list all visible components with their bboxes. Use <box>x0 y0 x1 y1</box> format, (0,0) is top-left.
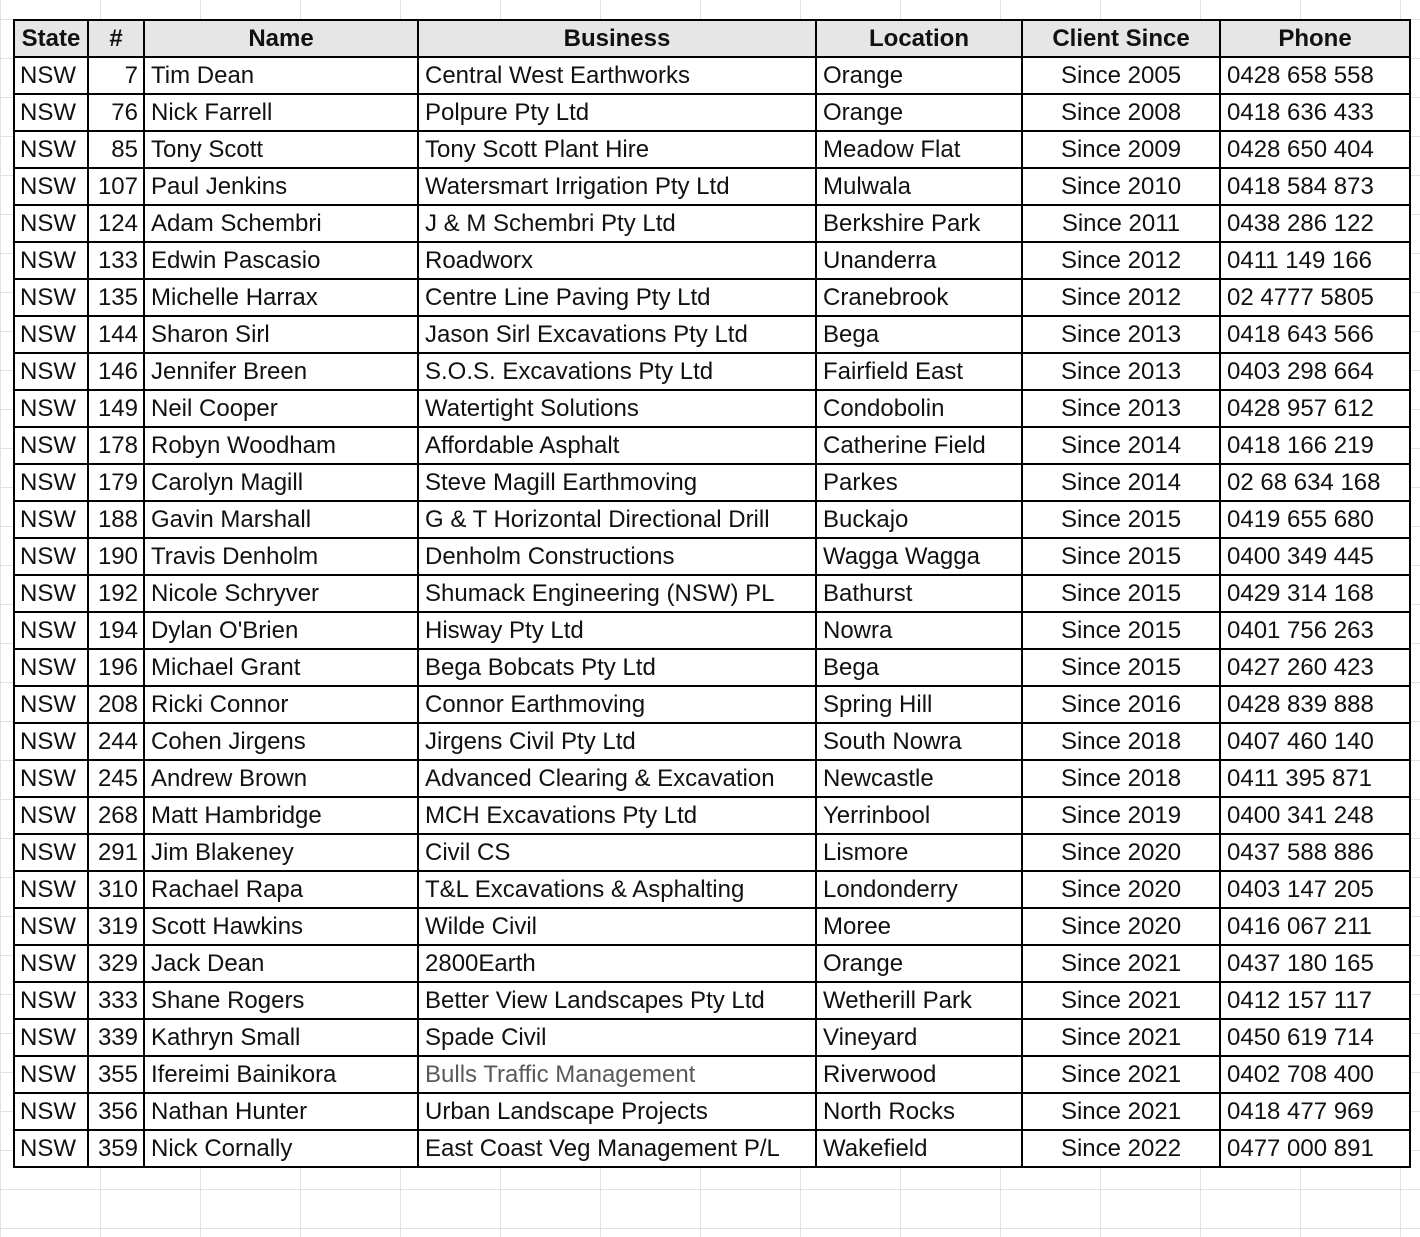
cell-name[interactable]: Carolyn Magill <box>144 464 418 501</box>
cell-business[interactable]: Connor Earthmoving <box>418 686 816 723</box>
cell-location[interactable]: South Nowra <box>816 723 1022 760</box>
cell-location[interactable]: North Rocks <box>816 1093 1022 1130</box>
cell-location[interactable]: Unanderra <box>816 242 1022 279</box>
cell-name[interactable]: Ricki Connor <box>144 686 418 723</box>
table-row <box>14 501 1410 538</box>
table-row <box>14 205 1410 242</box>
cell-phone[interactable]: 0403 147 205 <box>1220 871 1410 908</box>
cell-client-since[interactable]: Since 2014 <box>1022 464 1220 501</box>
cell-client-since[interactable]: Since 2020 <box>1022 908 1220 945</box>
cell-phone[interactable]: 0450 619 714 <box>1220 1019 1410 1056</box>
cell-business[interactable]: Jirgens Civil Pty Ltd <box>418 723 816 760</box>
cell-business[interactable]: Wilde Civil <box>418 908 816 945</box>
header-number[interactable]: # <box>88 20 144 57</box>
cell-state[interactable]: NSW <box>14 575 88 612</box>
cell-location[interactable]: Parkes <box>816 464 1022 501</box>
cell-number[interactable]: 188 <box>88 501 144 538</box>
cell-business[interactable]: Spade Civil <box>418 1019 816 1056</box>
table-row <box>14 353 1410 390</box>
cell-business[interactable]: 2800Earth <box>418 945 816 982</box>
cell-location[interactable]: Mulwala <box>816 168 1022 205</box>
cell-phone[interactable]: 0428 839 888 <box>1220 686 1410 723</box>
cell-name[interactable]: Kathryn Small <box>144 1019 418 1056</box>
cell-business[interactable]: MCH Excavations Pty Ltd <box>418 797 816 834</box>
cell-business[interactable]: Centre Line Paving Pty Ltd <box>418 279 816 316</box>
cell-phone[interactable]: 0418 643 566 <box>1220 316 1410 353</box>
cell-state[interactable]: NSW <box>14 168 88 205</box>
cell-location[interactable]: Newcastle <box>816 760 1022 797</box>
cell-phone[interactable]: 0418 166 219 <box>1220 427 1410 464</box>
cell-phone[interactable]: 0416 067 211 <box>1220 908 1410 945</box>
cell-phone[interactable]: 0438 286 122 <box>1220 205 1410 242</box>
cell-client-since[interactable]: Since 2019 <box>1022 797 1220 834</box>
table-row <box>14 94 1410 131</box>
cell-number[interactable]: 291 <box>88 834 144 871</box>
cell-name[interactable]: Jack Dean <box>144 945 418 982</box>
cell-phone[interactable]: 0427 260 423 <box>1220 649 1410 686</box>
header-name[interactable]: Name <box>144 20 418 57</box>
cell-business[interactable]: East Coast Veg Management P/L <box>418 1130 816 1167</box>
cell-business[interactable]: Urban Landscape Projects <box>418 1093 816 1130</box>
table-row <box>14 538 1410 575</box>
table-row <box>14 464 1410 501</box>
table-row <box>14 908 1410 945</box>
table-row <box>14 1019 1410 1056</box>
cell-client-since[interactable]: Since 2012 <box>1022 242 1220 279</box>
cell-state[interactable]: NSW <box>14 723 88 760</box>
cell-state[interactable]: NSW <box>14 242 88 279</box>
cell-name[interactable]: Cohen Jirgens <box>144 723 418 760</box>
table-row <box>14 279 1410 316</box>
cell-business[interactable]: Civil CS <box>418 834 816 871</box>
cell-business[interactable]: S.O.S. Excavations Pty Ltd <box>418 353 816 390</box>
cell-state[interactable]: NSW <box>14 390 88 427</box>
cell-number[interactable]: 268 <box>88 797 144 834</box>
cell-name[interactable]: Jennifer Breen <box>144 353 418 390</box>
cell-number[interactable]: 310 <box>88 871 144 908</box>
cell-location[interactable]: Lismore <box>816 834 1022 871</box>
cell-business[interactable]: Affordable Asphalt <box>418 427 816 464</box>
cell-state[interactable]: NSW <box>14 871 88 908</box>
table-row <box>14 871 1410 908</box>
cell-name[interactable]: Nick Farrell <box>144 94 418 131</box>
table-row <box>14 390 1410 427</box>
cell-name[interactable]: Tim Dean <box>144 57 418 94</box>
cell-phone[interactable]: 0412 157 117 <box>1220 982 1410 1019</box>
cell-state[interactable]: NSW <box>14 538 88 575</box>
cell-phone[interactable]: 0407 460 140 <box>1220 723 1410 760</box>
table-row <box>14 242 1410 279</box>
cell-client-since[interactable]: Since 2009 <box>1022 131 1220 168</box>
cell-name[interactable]: Jim Blakeney <box>144 834 418 871</box>
cell-location[interactable]: Moree <box>816 908 1022 945</box>
cell-phone[interactable]: 0477 000 891 <box>1220 1130 1410 1167</box>
table-row <box>14 982 1410 1019</box>
header-business[interactable]: Business <box>418 20 816 57</box>
cell-location[interactable]: Wagga Wagga <box>816 538 1022 575</box>
cell-name[interactable]: Sharon Sirl <box>144 316 418 353</box>
cell-business[interactable]: Central West Earthworks <box>418 57 816 94</box>
cell-location[interactable]: Bathurst <box>816 575 1022 612</box>
cell-state[interactable]: NSW <box>14 945 88 982</box>
cell-phone[interactable]: 0400 349 445 <box>1220 538 1410 575</box>
cell-client-since[interactable]: Since 2022 <box>1022 1130 1220 1167</box>
cell-state[interactable]: NSW <box>14 760 88 797</box>
cell-business[interactable]: Watersmart Irrigation Pty Ltd <box>418 168 816 205</box>
cell-phone[interactable]: 0411 395 871 <box>1220 760 1410 797</box>
cell-state[interactable]: NSW <box>14 464 88 501</box>
cell-client-since[interactable]: Since 2013 <box>1022 353 1220 390</box>
cell-phone[interactable]: 02 68 634 168 <box>1220 464 1410 501</box>
cell-phone[interactable]: 0428 957 612 <box>1220 390 1410 427</box>
cell-number[interactable]: 133 <box>88 242 144 279</box>
cell-phone[interactable]: 0401 756 263 <box>1220 612 1410 649</box>
cell-client-since[interactable]: Since 2015 <box>1022 649 1220 686</box>
cell-state[interactable]: NSW <box>14 94 88 131</box>
cell-client-since[interactable]: Since 2013 <box>1022 390 1220 427</box>
cell-number[interactable]: 149 <box>88 390 144 427</box>
cell-client-since[interactable]: Since 2021 <box>1022 982 1220 1019</box>
cell-state[interactable]: NSW <box>14 797 88 834</box>
cell-location[interactable]: Yerrinbool <box>816 797 1022 834</box>
cell-location[interactable]: Berkshire Park <box>816 205 1022 242</box>
table-row <box>14 723 1410 760</box>
cell-client-since[interactable]: Since 2021 <box>1022 945 1220 982</box>
table-row <box>14 649 1410 686</box>
cell-phone[interactable]: 0419 655 680 <box>1220 501 1410 538</box>
cell-name[interactable]: Gavin Marshall <box>144 501 418 538</box>
header-phone[interactable]: Phone <box>1220 20 1410 57</box>
cell-state[interactable]: NSW <box>14 1093 88 1130</box>
cell-phone[interactable]: 0428 658 558 <box>1220 57 1410 94</box>
cell-location[interactable]: Orange <box>816 945 1022 982</box>
table-row <box>14 686 1410 723</box>
cell-number[interactable]: 85 <box>88 131 144 168</box>
cell-client-since[interactable]: Since 2010 <box>1022 168 1220 205</box>
cell-location[interactable]: Orange <box>816 57 1022 94</box>
cell-number[interactable]: 329 <box>88 945 144 982</box>
cell-number[interactable]: 7 <box>88 57 144 94</box>
cell-business[interactable]: Better View Landscapes Pty Ltd <box>418 982 816 1019</box>
cell-number[interactable]: 179 <box>88 464 144 501</box>
cell-number[interactable]: 319 <box>88 908 144 945</box>
cell-location[interactable]: Catherine Field <box>816 427 1022 464</box>
cell-state[interactable]: NSW <box>14 279 88 316</box>
cell-number[interactable]: 190 <box>88 538 144 575</box>
table-row <box>14 945 1410 982</box>
cell-name[interactable]: Travis Denholm <box>144 538 418 575</box>
cell-business[interactable]: T&L Excavations & Asphalting <box>418 871 816 908</box>
cell-business[interactable]: G & T Horizontal Directional Drill <box>418 501 816 538</box>
cell-number[interactable]: 144 <box>88 316 144 353</box>
cell-phone[interactable]: 0400 341 248 <box>1220 797 1410 834</box>
cell-location[interactable]: Cranebrook <box>816 279 1022 316</box>
cell-phone[interactable]: 0403 298 664 <box>1220 353 1410 390</box>
cell-state[interactable]: NSW <box>14 57 88 94</box>
cell-business[interactable]: Tony Scott Plant Hire <box>418 131 816 168</box>
cell-state[interactable]: NSW <box>14 1056 88 1093</box>
cell-business[interactable]: Shumack Engineering (NSW) PL <box>418 575 816 612</box>
cell-phone[interactable]: 02 4777 5805 <box>1220 279 1410 316</box>
cell-name[interactable]: Neil Cooper <box>144 390 418 427</box>
cell-phone[interactable]: 0429 314 168 <box>1220 575 1410 612</box>
cell-business[interactable]: Jason Sirl Excavations Pty Ltd <box>418 316 816 353</box>
cell-location[interactable]: Condobolin <box>816 390 1022 427</box>
cell-phone[interactable]: 0437 588 886 <box>1220 834 1410 871</box>
cell-number[interactable]: 356 <box>88 1093 144 1130</box>
cell-client-since[interactable]: Since 2021 <box>1022 1056 1220 1093</box>
table-row <box>14 1130 1410 1167</box>
cell-business[interactable]: Polpure Pty Ltd <box>418 94 816 131</box>
cell-business[interactable]: Bulls Traffic Management <box>418 1056 816 1093</box>
cell-name[interactable]: Nicole Schryver <box>144 575 418 612</box>
cell-location[interactable]: Orange <box>816 94 1022 131</box>
cell-business[interactable]: Steve Magill Earthmoving <box>418 464 816 501</box>
header-state[interactable]: State <box>14 20 88 57</box>
cell-number[interactable]: 245 <box>88 760 144 797</box>
table-body <box>14 57 1410 1167</box>
cell-state[interactable]: NSW <box>14 353 88 390</box>
cell-name[interactable]: Dylan O'Brien <box>144 612 418 649</box>
table-row <box>14 316 1410 353</box>
cell-number[interactable]: 124 <box>88 205 144 242</box>
cell-client-since[interactable]: Since 2020 <box>1022 871 1220 908</box>
header-location[interactable]: Location <box>816 20 1022 57</box>
cell-state[interactable]: NSW <box>14 686 88 723</box>
cell-client-since[interactable]: Since 2008 <box>1022 94 1220 131</box>
cell-name[interactable]: Michelle Harrax <box>144 279 418 316</box>
cell-name[interactable]: Robyn Woodham <box>144 427 418 464</box>
cell-number[interactable]: 244 <box>88 723 144 760</box>
cell-business[interactable]: Bega Bobcats Pty Ltd <box>418 649 816 686</box>
cell-number[interactable]: 339 <box>88 1019 144 1056</box>
cell-client-since[interactable]: Since 2018 <box>1022 723 1220 760</box>
cell-phone[interactable]: 0437 180 165 <box>1220 945 1410 982</box>
cell-name[interactable]: Nick Cornally <box>144 1130 418 1167</box>
client-table <box>13 19 1411 1168</box>
table-row <box>14 797 1410 834</box>
cell-location[interactable]: Wetherill Park <box>816 982 1022 1019</box>
cell-state[interactable]: NSW <box>14 612 88 649</box>
cell-client-since[interactable]: Since 2016 <box>1022 686 1220 723</box>
cell-number[interactable]: 107 <box>88 168 144 205</box>
cell-number[interactable]: 178 <box>88 427 144 464</box>
cell-business[interactable]: Hisway Pty Ltd <box>418 612 816 649</box>
table-row <box>14 1056 1410 1093</box>
cell-number[interactable]: 192 <box>88 575 144 612</box>
cell-phone[interactable]: 0428 650 404 <box>1220 131 1410 168</box>
cell-client-since[interactable]: Since 2015 <box>1022 612 1220 649</box>
cell-number[interactable]: 355 <box>88 1056 144 1093</box>
cell-number[interactable]: 196 <box>88 649 144 686</box>
cell-name[interactable]: Scott Hawkins <box>144 908 418 945</box>
cell-name[interactable]: Matt Hambridge <box>144 797 418 834</box>
cell-client-since[interactable]: Since 2015 <box>1022 538 1220 575</box>
cell-name[interactable]: Edwin Pascasio <box>144 242 418 279</box>
cell-phone[interactable]: 0418 584 873 <box>1220 168 1410 205</box>
cell-state[interactable]: NSW <box>14 501 88 538</box>
cell-phone[interactable]: 0418 636 433 <box>1220 94 1410 131</box>
cell-client-since[interactable]: Since 2018 <box>1022 760 1220 797</box>
cell-business[interactable]: Denholm Constructions <box>418 538 816 575</box>
cell-location[interactable]: Bega <box>816 649 1022 686</box>
cell-state[interactable]: NSW <box>14 834 88 871</box>
cell-business[interactable]: J & M Schembri Pty Ltd <box>418 205 816 242</box>
cell-client-since[interactable]: Since 2015 <box>1022 501 1220 538</box>
header-client-since[interactable]: Client Since <box>1022 20 1220 57</box>
cell-client-since[interactable]: Since 2020 <box>1022 834 1220 871</box>
cell-state[interactable]: NSW <box>14 1130 88 1167</box>
table-row <box>14 612 1410 649</box>
cell-name[interactable]: Adam Schembri <box>144 205 418 242</box>
cell-client-since[interactable]: Since 2011 <box>1022 205 1220 242</box>
table-row <box>14 168 1410 205</box>
cell-name[interactable]: Ifereimi Bainikora <box>144 1056 418 1093</box>
cell-location[interactable]: Riverwood <box>816 1056 1022 1093</box>
cell-location[interactable]: Bega <box>816 316 1022 353</box>
cell-client-since[interactable]: Since 2013 <box>1022 316 1220 353</box>
cell-name[interactable]: Rachael Rapa <box>144 871 418 908</box>
cell-phone[interactable]: 0411 149 166 <box>1220 242 1410 279</box>
table-row <box>14 427 1410 464</box>
cell-location[interactable]: Wakefield <box>816 1130 1022 1167</box>
cell-phone[interactable]: 0418 477 969 <box>1220 1093 1410 1130</box>
cell-name[interactable]: Michael Grant <box>144 649 418 686</box>
cell-location[interactable]: Buckajo <box>816 501 1022 538</box>
cell-business[interactable]: Advanced Clearing & Excavation <box>418 760 816 797</box>
cell-number[interactable]: 135 <box>88 279 144 316</box>
cell-state[interactable]: NSW <box>14 1019 88 1056</box>
cell-number[interactable]: 333 <box>88 982 144 1019</box>
cell-name[interactable]: Paul Jenkins <box>144 168 418 205</box>
cell-state[interactable]: NSW <box>14 908 88 945</box>
cell-state[interactable]: NSW <box>14 982 88 1019</box>
cell-number[interactable]: 194 <box>88 612 144 649</box>
cell-number[interactable]: 208 <box>88 686 144 723</box>
table-row <box>14 834 1410 871</box>
table-row <box>14 760 1410 797</box>
cell-state[interactable]: NSW <box>14 427 88 464</box>
cell-name[interactable]: Andrew Brown <box>144 760 418 797</box>
cell-name[interactable]: Tony Scott <box>144 131 418 168</box>
table-row <box>14 131 1410 168</box>
cell-client-since[interactable]: Since 2021 <box>1022 1019 1220 1056</box>
cell-name[interactable]: Nathan Hunter <box>144 1093 418 1130</box>
cell-client-since[interactable]: Since 2012 <box>1022 279 1220 316</box>
cell-state[interactable]: NSW <box>14 205 88 242</box>
cell-client-since[interactable]: Since 2005 <box>1022 57 1220 94</box>
cell-location[interactable]: Londonderry <box>816 871 1022 908</box>
cell-location[interactable]: Fairfield East <box>816 353 1022 390</box>
table-row <box>14 57 1410 94</box>
table-row <box>14 1093 1410 1130</box>
cell-state[interactable]: NSW <box>14 131 88 168</box>
cell-state[interactable]: NSW <box>14 649 88 686</box>
cell-location[interactable]: Meadow Flat <box>816 131 1022 168</box>
cell-number[interactable]: 76 <box>88 94 144 131</box>
table-row <box>14 575 1410 612</box>
cell-client-since[interactable]: Since 2014 <box>1022 427 1220 464</box>
cell-number[interactable]: 146 <box>88 353 144 390</box>
cell-number[interactable]: 359 <box>88 1130 144 1167</box>
cell-business[interactable]: Watertight Solutions <box>418 390 816 427</box>
cell-business[interactable]: Roadworx <box>418 242 816 279</box>
cell-client-since[interactable]: Since 2021 <box>1022 1093 1220 1130</box>
cell-client-since[interactable]: Since 2015 <box>1022 575 1220 612</box>
cell-phone[interactable]: 0402 708 400 <box>1220 1056 1410 1093</box>
cell-location[interactable]: Vineyard <box>816 1019 1022 1056</box>
header-row <box>14 20 1410 57</box>
cell-name[interactable]: Shane Rogers <box>144 982 418 1019</box>
cell-location[interactable]: Nowra <box>816 612 1022 649</box>
cell-state[interactable]: NSW <box>14 316 88 353</box>
cell-location[interactable]: Spring Hill <box>816 686 1022 723</box>
